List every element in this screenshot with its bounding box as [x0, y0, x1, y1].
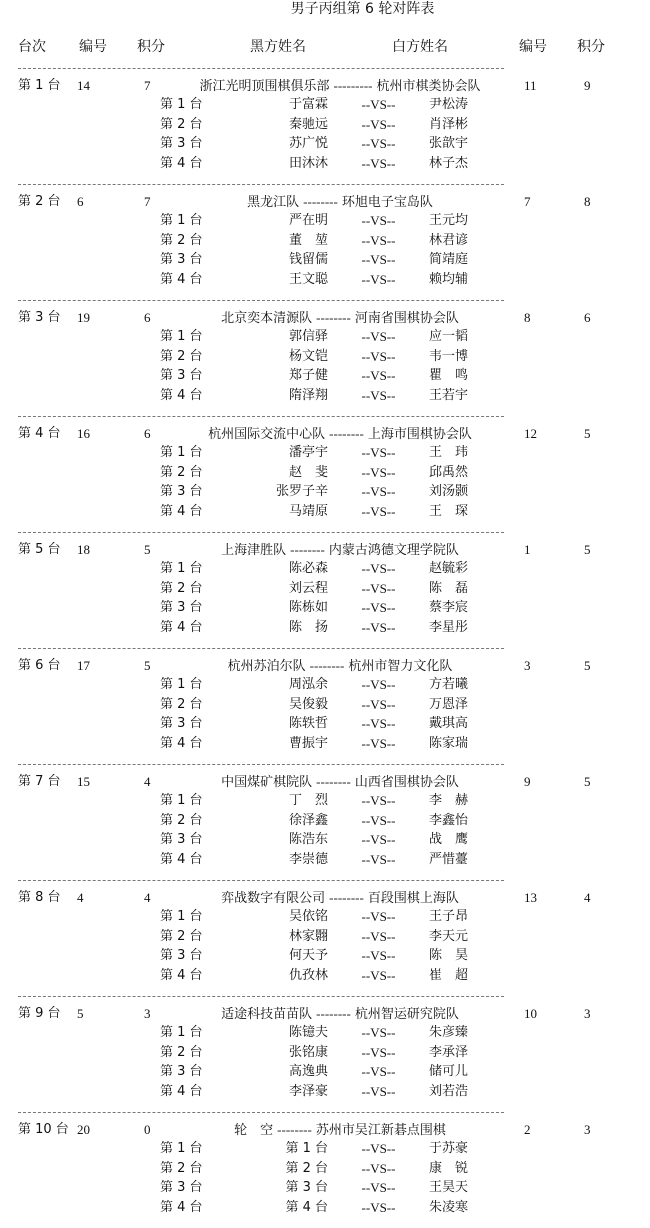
header-num-right: 编号: [519, 39, 547, 55]
vs-marker: --VS--: [361, 368, 396, 383]
board-label: 第 2 台: [160, 232, 203, 248]
white-player-name: 林君谚: [429, 232, 469, 248]
white-player-name: 朱凌寒: [429, 1199, 469, 1215]
team-black-name: 上海津胜队: [221, 543, 287, 558]
team-white-number: 2: [524, 1122, 531, 1137]
table-number: 第 7 台: [18, 774, 61, 789]
white-player-name: 应一韬: [429, 329, 469, 344]
team-white-name: 河南省围棋协会队: [354, 311, 459, 326]
table-number: 第 6 台: [18, 658, 61, 673]
black-player-name: 马靖原: [288, 503, 328, 519]
team-white-number: 7: [524, 194, 531, 209]
vs-marker: --VS--: [361, 696, 396, 712]
white-player-name: 李鑫怡: [429, 812, 469, 828]
header-black-name: 黑方姓名: [250, 39, 306, 55]
board-label: 第 3 台: [160, 252, 203, 267]
white-player-name: 陈 磊: [429, 580, 469, 596]
vs-marker: --VS--: [361, 445, 396, 460]
board-label: 第 2 台: [160, 464, 203, 480]
team-white-name: 上海市围棋协会队: [367, 427, 472, 442]
white-player-name: 简靖庭: [429, 252, 469, 267]
header-score-right: 积分: [577, 39, 605, 55]
team-white-name: 内蒙古鸿德文理学院队: [328, 543, 459, 558]
board-label: 第 4 台: [160, 735, 203, 751]
black-player-name: 苏广悦: [288, 136, 328, 151]
team-separator-dashes: --------: [316, 1006, 351, 1021]
team-separator-dashes: --------: [303, 194, 338, 209]
black-player-name: 钱留儒: [288, 252, 328, 267]
board-label: 第 4 台: [160, 387, 203, 403]
black-player-name: 董 堃: [288, 232, 328, 248]
team-separator-dashes: --------: [329, 426, 364, 441]
board-label: 第 1 台: [160, 561, 203, 576]
white-player-name: 张歆宇: [429, 136, 469, 151]
board-label: 第 2 台: [160, 928, 203, 944]
team-separator-dashes: ---------: [333, 78, 373, 93]
table-number: 第 10 台: [18, 1122, 69, 1137]
black-player-name: 郑子健: [288, 368, 328, 383]
team-white-number: 8: [524, 310, 531, 325]
team-black-score: 5: [144, 542, 151, 557]
black-player-name: 张铭康: [288, 1044, 328, 1060]
header-white-name: 白方姓名: [392, 39, 448, 55]
white-player-name: 康 锐: [429, 1160, 469, 1176]
board-label: 第 1 台: [160, 793, 203, 808]
team-black-number: 18: [77, 542, 90, 557]
header-score-left: 积分: [137, 39, 165, 55]
table-number: 第 4 台: [18, 426, 61, 441]
black-player-name: 张罗子辛: [275, 484, 328, 499]
team-white-score: 5: [584, 774, 591, 789]
black-player-name: 田沐沐: [288, 155, 328, 171]
white-player-name: 王 琛: [429, 503, 469, 519]
black-player-name: 于富霖: [288, 97, 328, 112]
match-section: [0, 416, 650, 532]
white-player-name: 万恩泽: [429, 696, 469, 712]
white-player-name: 赖均辅: [429, 271, 469, 287]
section-divider: [18, 996, 504, 997]
vs-marker: --VS--: [361, 967, 396, 983]
board-label: 第 1 台: [160, 329, 203, 344]
board-label: 第 4 台: [160, 851, 203, 867]
team-white-name: 杭州智运研究院队: [354, 1007, 459, 1022]
team-black-score: 6: [144, 426, 151, 441]
team-black-score: 0: [144, 1122, 151, 1137]
black-player-name: 丁 烈: [288, 793, 328, 808]
section-divider: [18, 1112, 504, 1113]
white-player-name: 陈家瑞: [429, 735, 469, 751]
board-label: 第 2 台: [160, 696, 203, 712]
white-player-name: 于苏豪: [429, 1141, 469, 1156]
vs-marker: --VS--: [361, 735, 396, 751]
team-white-name: 百段围棋上海队: [367, 891, 459, 906]
white-player-name: 严惜薹: [429, 851, 469, 867]
board-label: 第 1 台: [160, 445, 203, 460]
team-black-number: 17: [77, 658, 90, 673]
team-white-name: 山西省围棋协会队: [354, 775, 459, 790]
table-number: 第 2 台: [18, 194, 61, 209]
white-player-name: 李承泽: [429, 1044, 469, 1060]
vs-marker: --VS--: [361, 348, 396, 364]
team-white-number: 3: [524, 658, 531, 673]
black-player-name: 第 4 台: [285, 1199, 328, 1215]
vs-marker: --VS--: [361, 387, 396, 403]
white-player-name: 刘若浩: [429, 1083, 469, 1099]
vs-marker: --VS--: [361, 213, 396, 228]
team-matchup: [140, 77, 540, 96]
white-player-name: 崔 超: [429, 967, 469, 983]
vs-marker: --VS--: [361, 1141, 396, 1156]
white-player-name: 储可儿: [429, 1064, 469, 1079]
white-player-name: 赵毓彩: [429, 561, 469, 576]
team-separator-dashes: --------: [316, 310, 351, 325]
board-label: 第 2 台: [160, 116, 203, 132]
white-player-name: 蔡李宸: [429, 600, 469, 615]
black-player-name: 潘亭宇: [288, 445, 328, 460]
board-label: 第 3 台: [160, 136, 203, 151]
page-title: 男子丙组第 6 轮对阵表: [290, 1, 435, 17]
vs-marker: --VS--: [361, 580, 396, 596]
match-section: [0, 880, 650, 996]
black-player-name: 隋泽翔: [288, 387, 328, 403]
team-black-name: 杭州国际交流中心队: [208, 427, 326, 442]
team-black-number: 16: [77, 426, 90, 441]
team-black-number: 4: [77, 890, 84, 905]
black-player-name: 第 1 台: [285, 1141, 328, 1156]
team-matchup: [140, 309, 540, 328]
team-black-score: 3: [144, 1006, 151, 1021]
board-label: 第 4 台: [160, 271, 203, 287]
board-label: 第 3 台: [160, 484, 203, 499]
team-white-score: 3: [584, 1122, 591, 1137]
vs-marker: --VS--: [361, 851, 396, 867]
vs-marker: --VS--: [361, 232, 396, 248]
team-black-number: 6: [77, 194, 84, 209]
match-section: [0, 764, 650, 880]
white-player-name: 韦一博: [429, 348, 469, 364]
team-white-score: 9: [584, 78, 591, 93]
black-player-name: 郭信驿: [288, 329, 328, 344]
board-label: 第 4 台: [160, 967, 203, 983]
team-white-name: 苏州市吴江新碁点围棋: [315, 1123, 446, 1138]
vs-marker: --VS--: [361, 600, 396, 615]
black-player-name: 杨文铠: [288, 348, 328, 364]
board-label: 第 2 台: [160, 1160, 203, 1176]
team-matchup: [140, 889, 540, 908]
team-separator-dashes: --------: [290, 542, 325, 557]
vs-marker: --VS--: [361, 136, 396, 151]
team-white-score: 5: [584, 426, 591, 441]
team-black-name: 弈战数字有限公司: [221, 891, 326, 906]
vs-marker: --VS--: [361, 1199, 396, 1215]
vs-marker: --VS--: [361, 116, 396, 132]
black-player-name: 李泽豪: [288, 1083, 328, 1099]
section-divider: [18, 880, 504, 881]
board-label: 第 2 台: [160, 1044, 203, 1060]
team-white-score: 4: [584, 890, 591, 905]
match-section: [0, 300, 650, 416]
team-matchup: [140, 773, 540, 792]
match-section: [0, 184, 650, 300]
white-player-name: 瞿 鸣: [429, 368, 469, 383]
team-matchup: [140, 193, 540, 212]
team-black-number: 14: [77, 78, 90, 93]
vs-marker: --VS--: [361, 619, 396, 635]
section-divider: [18, 184, 504, 185]
vs-marker: --VS--: [361, 1025, 396, 1040]
black-player-name: 赵 斐: [288, 464, 328, 480]
board-label: 第 4 台: [160, 155, 203, 171]
table-number: 第 8 台: [18, 890, 61, 905]
section-divider: [18, 648, 504, 649]
black-player-name: 第 2 台: [285, 1160, 328, 1176]
team-black-number: 19: [77, 310, 90, 325]
team-white-number: 11: [524, 78, 537, 93]
white-player-name: 李 赫: [429, 793, 469, 808]
black-player-name: 陈浩东: [288, 832, 328, 847]
team-separator-dashes: --------: [309, 658, 345, 673]
team-white-number: 12: [524, 426, 537, 441]
team-matchup: [140, 657, 540, 676]
black-player-name: 吴依铭: [288, 909, 328, 924]
white-player-name: 王子昂: [429, 909, 469, 924]
black-player-name: 陈轶哲: [288, 716, 328, 731]
team-white-number: 13: [524, 890, 537, 905]
vs-marker: --VS--: [361, 948, 396, 963]
team-white-number: 9: [524, 774, 531, 789]
vs-marker: --VS--: [361, 1160, 396, 1176]
table-number: 第 3 台: [18, 310, 61, 325]
team-black-number: 15: [77, 774, 90, 789]
section-divider: [18, 300, 504, 301]
match-section: [0, 648, 650, 764]
board-label: 第 4 台: [160, 1083, 203, 1099]
match-section: [0, 1112, 650, 1228]
white-player-name: 林子杰: [429, 155, 469, 171]
black-player-name: 何天予: [288, 948, 328, 963]
team-black-name: 浙江光明顶围棋俱乐部: [199, 79, 330, 94]
black-player-name: 秦驰远: [288, 116, 328, 132]
vs-marker: --VS--: [361, 1044, 396, 1060]
white-player-name: 王昊天: [429, 1180, 469, 1195]
vs-marker: --VS--: [361, 271, 396, 287]
team-white-name: 杭州市智力文化队: [348, 659, 453, 674]
vs-marker: --VS--: [361, 909, 396, 924]
team-white-score: 8: [584, 194, 591, 209]
black-player-name: 林家翾: [288, 928, 328, 944]
board-label: 第 3 台: [160, 832, 203, 847]
black-player-name: 严在明: [288, 213, 328, 228]
white-player-name: 邱禹然: [429, 464, 469, 480]
vs-marker: --VS--: [361, 97, 396, 112]
black-player-name: 徐泽鑫: [288, 812, 328, 828]
white-player-name: 战 鹰: [429, 832, 469, 847]
board-label: 第 1 台: [160, 909, 203, 924]
team-black-name: 杭州苏泊尔队: [227, 659, 306, 674]
match-section: [0, 68, 650, 184]
board-label: 第 1 台: [160, 1141, 203, 1156]
team-black-name: 中国煤矿棋院队: [221, 775, 313, 790]
vs-marker: --VS--: [361, 155, 396, 171]
black-player-name: 陈镱夫: [288, 1025, 328, 1040]
black-player-name: 李崇德: [288, 851, 328, 867]
table-number: 第 5 台: [18, 542, 61, 557]
vs-marker: --VS--: [361, 1083, 396, 1099]
vs-marker: --VS--: [361, 329, 396, 344]
match-section: [0, 532, 650, 648]
team-white-name: 环旭电子宝岛队: [341, 195, 433, 210]
vs-marker: --VS--: [361, 503, 396, 519]
board-label: 第 3 台: [160, 716, 203, 731]
vs-marker: --VS--: [361, 793, 396, 808]
black-player-name: 王文聪: [288, 271, 328, 287]
vs-marker: --VS--: [361, 484, 396, 499]
black-player-name: 陈必森: [288, 561, 328, 576]
table-number: 第 1 台: [18, 78, 61, 93]
team-white-score: 5: [584, 542, 591, 557]
match-section: [0, 996, 650, 1112]
white-player-name: 戴琪高: [429, 716, 469, 731]
board-label: 第 1 台: [160, 213, 203, 228]
team-black-name: 北京奕本清源队: [221, 311, 313, 326]
team-white-number: 10: [524, 1006, 537, 1021]
team-matchup: [140, 425, 540, 444]
header-table: 台次: [18, 39, 46, 55]
black-player-name: 陈 扬: [288, 619, 328, 635]
white-player-name: 朱彦臻: [429, 1025, 469, 1040]
board-label: 第 3 台: [160, 600, 203, 615]
board-label: 第 4 台: [160, 503, 203, 519]
table-number: 第 9 台: [18, 1006, 61, 1021]
black-player-name: 陈栋如: [288, 600, 328, 615]
vs-marker: --VS--: [361, 252, 396, 267]
team-black-name: 适途科技苗苗队: [221, 1007, 313, 1022]
black-player-name: 曹振宇: [288, 735, 328, 751]
team-matchup: [140, 1121, 540, 1140]
header-num-left: 编号: [79, 39, 107, 55]
board-label: 第 1 台: [160, 97, 203, 112]
white-player-name: 陈 昊: [429, 948, 469, 963]
section-divider: [18, 68, 504, 69]
team-white-score: 5: [584, 658, 591, 673]
board-label: 第 1 台: [160, 1025, 203, 1040]
board-label: 第 2 台: [160, 580, 203, 596]
board-label: 第 3 台: [160, 1180, 203, 1195]
vs-marker: --VS--: [361, 1064, 396, 1079]
team-separator-dashes: --------: [277, 1122, 312, 1137]
team-black-score: 6: [144, 310, 151, 325]
vs-marker: --VS--: [361, 716, 396, 731]
black-player-name: 周泓余: [288, 677, 328, 692]
board-label: 第 3 台: [160, 368, 203, 383]
vs-marker: --VS--: [361, 812, 396, 828]
white-player-name: 李天元: [429, 928, 469, 944]
vs-marker: --VS--: [361, 561, 396, 576]
board-label: 第 2 台: [160, 348, 203, 364]
white-player-name: 尹松涛: [429, 97, 469, 112]
board-label: 第 1 台: [160, 677, 203, 692]
team-white-number: 1: [524, 542, 531, 557]
team-black-score: 5: [144, 658, 151, 673]
section-divider: [18, 416, 504, 417]
black-player-name: 吴俊毅: [288, 696, 328, 712]
team-black-name: 黑龙江队: [247, 195, 300, 210]
white-player-name: 刘汤颢: [429, 484, 469, 499]
team-matchup: [140, 1005, 540, 1024]
board-label: 第 2 台: [160, 812, 203, 828]
white-player-name: 王 玮: [429, 445, 469, 460]
white-player-name: 王若宇: [429, 387, 469, 403]
black-player-name: 高逸典: [288, 1064, 328, 1079]
white-player-name: 李星彤: [429, 619, 469, 635]
vs-marker: --VS--: [361, 677, 396, 692]
team-black-name: 轮 空: [234, 1123, 274, 1138]
board-label: 第 3 台: [160, 1064, 203, 1079]
team-matchup: [140, 541, 540, 560]
board-label: 第 4 台: [160, 1199, 203, 1215]
board-label: 第 3 台: [160, 948, 203, 963]
white-player-name: 王元均: [429, 213, 469, 228]
team-white-name: 杭州市棋类协会队: [376, 79, 481, 94]
team-black-number: 20: [77, 1122, 90, 1137]
team-black-score: 4: [144, 890, 151, 905]
black-player-name: 仇孜林: [288, 967, 328, 983]
team-black-score: 7: [144, 194, 151, 209]
vs-marker: --VS--: [361, 1180, 396, 1195]
vs-marker: --VS--: [361, 832, 396, 847]
section-divider: [18, 532, 504, 533]
section-divider: [18, 764, 504, 765]
team-white-score: 6: [584, 310, 591, 325]
white-player-name: 方若曦: [429, 677, 469, 692]
team-separator-dashes: --------: [316, 774, 351, 789]
team-black-score: 7: [144, 78, 151, 93]
vs-marker: --VS--: [361, 464, 396, 480]
team-white-score: 3: [584, 1006, 591, 1021]
white-player-name: 肖泽彬: [429, 116, 469, 132]
board-label: 第 4 台: [160, 619, 203, 635]
black-player-name: 刘云程: [288, 580, 328, 596]
vs-marker: --VS--: [361, 928, 396, 944]
team-black-score: 4: [144, 774, 151, 789]
team-black-number: 5: [77, 1006, 84, 1021]
black-player-name: 第 3 台: [285, 1180, 328, 1195]
team-separator-dashes: --------: [329, 890, 364, 905]
